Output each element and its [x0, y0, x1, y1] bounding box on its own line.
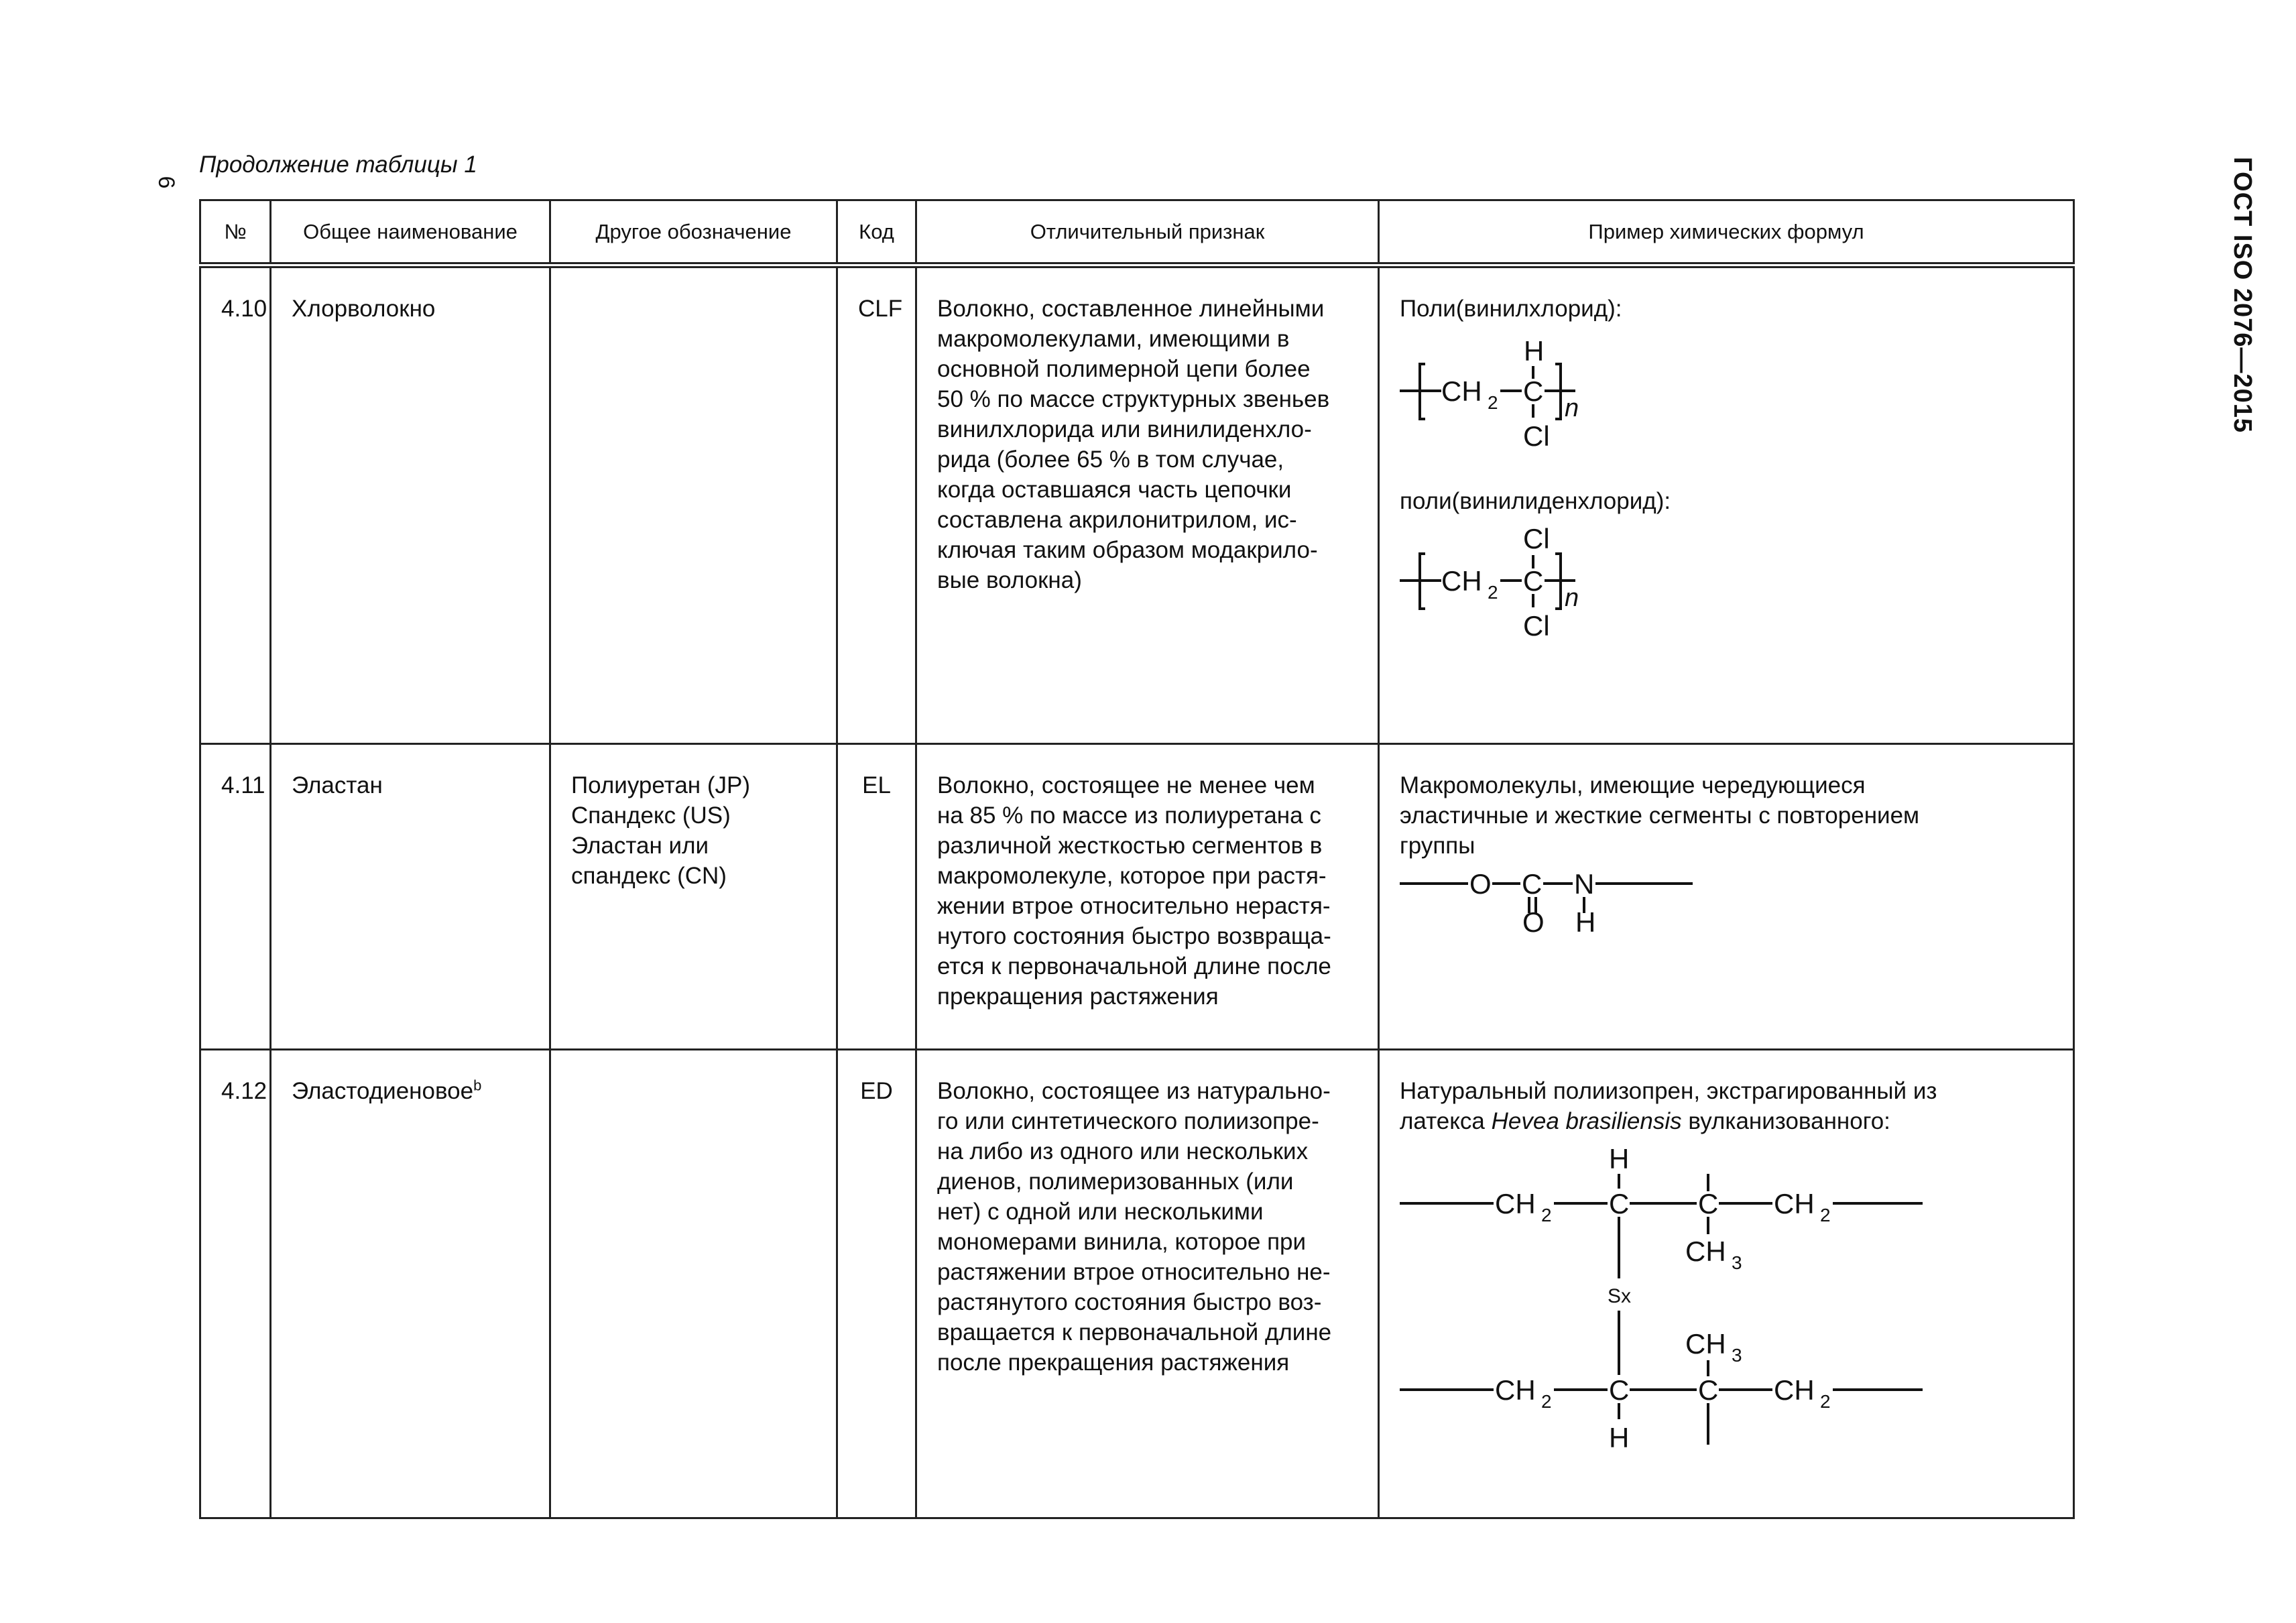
chlorine-bottom-label: Cl [1523, 610, 1550, 642]
species-name: Hevea brasiliensis [1491, 1108, 1682, 1134]
feature-line: вращается к первоначальной длине [937, 1319, 1332, 1345]
subscript-2: 2 [1488, 582, 1498, 603]
feature-line: на 85 % по массе из полиуретана с [937, 802, 1321, 829]
page-number: 6 [154, 176, 179, 189]
feature-line: нутого состояния быстро возвраща- [937, 923, 1331, 949]
ch2-group-label: CH [1495, 1374, 1536, 1406]
feature-line: прекращения растяжения [937, 983, 1219, 1010]
row-name: Эластан [271, 744, 550, 1050]
repeat-index-n: n [1565, 584, 1579, 612]
hydrogen-label: H [1524, 335, 1545, 367]
table-header-row [200, 200, 2074, 265]
feature-line: вые волокна) [937, 567, 1082, 593]
row-name-text: Эластодиеновое [292, 1078, 474, 1104]
table-caption: Продолжение таблицы 1 [199, 152, 477, 178]
feature-line: когда оставшаяся часть цепочки [937, 477, 1292, 503]
feature-line: Волокно, состоящее не менее чем [937, 772, 1315, 798]
feature-line: составлена акрилонитрилом, ис- [937, 507, 1297, 533]
formula-label-pvc: Поли(винилхлорид): [1400, 296, 1622, 322]
chlorine-label: Cl [1523, 420, 1550, 452]
row-other-designation [550, 265, 837, 744]
subscript-2: 2 [1820, 1391, 1831, 1412]
vulcanized-polyisoprene-formula [1400, 1139, 1923, 1474]
ch3-group-label: CH [1685, 1328, 1726, 1360]
carbon-label: C [1522, 868, 1543, 900]
row-feature [916, 744, 1379, 1050]
pvc-structure-formula [1400, 324, 1668, 485]
header-other-designation: Другое обозначение [550, 200, 837, 265]
row-number: 4.10 [200, 265, 271, 744]
feature-line: различной жесткостью сегментов в [937, 833, 1323, 859]
header-common-name: Общее наименование [271, 200, 550, 265]
formula-intro-line [1400, 1106, 2053, 1136]
feature-line: ключая таким образом модакрило- [937, 537, 1318, 563]
document-standard-title: ГОСТ ISO 2076—2015 [2228, 157, 2256, 433]
row-other-designation [550, 744, 837, 1050]
other-designation-line: Полиуретан (JP) [571, 772, 751, 798]
hydrogen-label: H [1609, 1143, 1630, 1175]
ch2-group-label: CH [1441, 565, 1482, 597]
feature-line: 50 % по массе структурных звеньев [937, 386, 1330, 412]
header-chemical-formula-example: Пример химических формул [1379, 200, 2074, 265]
feature-line: винилхлорида или винилиденхло- [937, 416, 1312, 442]
formula-intro-line: Макромолекулы, имеющие чередующиеся [1400, 772, 1866, 798]
feature-line: мономерами винила, которое при [937, 1229, 1307, 1255]
row-name: Хлорволокно [271, 265, 550, 744]
row-formula [1379, 1050, 2074, 1518]
nitrogen-label: N [1574, 868, 1595, 900]
ch2-group-label: CH [1774, 1188, 1815, 1219]
formula-intro-line: группы [1400, 833, 1475, 859]
row-feature [916, 1050, 1379, 1518]
header-code: Код [837, 200, 916, 265]
feature-line: после прекращения растяжения [937, 1349, 1290, 1376]
formula-label-pvdc: поли(винилиденхлорид): [1400, 488, 1671, 514]
header-number: № [200, 200, 271, 265]
subscript-3: 3 [1732, 1252, 1742, 1273]
other-designation-line: Спандекс (US) [571, 802, 731, 829]
hydrogen-label: H [1609, 1422, 1630, 1453]
urethane-group-formula [1400, 861, 1708, 948]
feature-line: на либо из одного или нескольких [937, 1138, 1309, 1164]
row-number: 4.12 [200, 1050, 271, 1518]
row-code: EL [837, 744, 916, 1050]
formula-intro-line: эластичные и жесткие сегменты с повторением [1400, 802, 1920, 829]
carbon-label: C [1523, 565, 1544, 597]
row-code: ED [837, 1050, 916, 1518]
table-row [200, 1050, 2074, 1518]
carbon-label: C [1523, 375, 1544, 407]
subscript-2: 2 [1820, 1205, 1831, 1225]
subscript-2: 2 [1541, 1205, 1552, 1225]
feature-line: макромолекуле, которое при растя- [937, 863, 1327, 889]
feature-line: Волокно, состоящее из натурально- [937, 1078, 1331, 1104]
row-formula [1379, 265, 2074, 744]
row-code: CLF [837, 265, 916, 744]
feature-line: го или синтетического полиизопре- [937, 1108, 1319, 1134]
feature-line: растянутого состояния быстро воз- [937, 1289, 1322, 1315]
carbon-label: C [1609, 1374, 1630, 1406]
other-designation-line: Эластан или [571, 833, 709, 859]
table-row [200, 744, 2074, 1050]
feature-line: Волокно, составленное линейными [937, 296, 1325, 322]
carbon-label: C [1609, 1188, 1630, 1219]
feature-line: макромолекулами, имеющими в [937, 326, 1290, 352]
hydrogen-label: H [1575, 906, 1596, 938]
ch2-group-label: CH [1441, 375, 1482, 407]
carbon-label: C [1698, 1374, 1719, 1406]
feature-line: диенов, полимеризованных (или [937, 1168, 1294, 1195]
row-name [271, 1050, 550, 1518]
sulfur-bridge-label: Sx [1608, 1285, 1632, 1307]
row-formula [1379, 744, 2074, 1050]
ch2-group-label: CH [1495, 1188, 1536, 1219]
feature-line: основной полимерной цепи более [937, 356, 1311, 382]
fiber-table [199, 199, 2075, 1519]
chlorine-top-label: Cl [1523, 523, 1550, 554]
carbon-label: C [1698, 1188, 1719, 1219]
row-feature [916, 265, 1379, 744]
row-number: 4.11 [200, 744, 271, 1050]
footnote-marker: b [473, 1077, 482, 1094]
formula-intro-text: латекса [1400, 1108, 1492, 1134]
oxygen-carbonyl-label: O [1522, 906, 1545, 938]
subscript-2: 2 [1488, 392, 1498, 413]
subscript-2: 2 [1541, 1391, 1552, 1412]
ch3-group-label: CH [1685, 1236, 1726, 1267]
feature-line: ется к первоначальной длине после [937, 953, 1331, 979]
other-designation-line: спандекс (CN) [571, 863, 727, 889]
row-other-designation [550, 1050, 837, 1518]
ch2-group-label: CH [1774, 1374, 1815, 1406]
subscript-3: 3 [1732, 1345, 1742, 1366]
formula-intro-line: Натуральный полиизопрен, экстрагированный из [1400, 1078, 1937, 1104]
feature-line: растяжении втрое относительно не- [937, 1259, 1331, 1285]
header-distinguishing-feature: Отличительный признак [916, 200, 1379, 265]
feature-line: нет) с одной или несколькими [937, 1199, 1264, 1225]
table-row [200, 265, 2074, 744]
formula-intro-text: вулканизованного: [1681, 1108, 1890, 1134]
feature-line: жении втрое относительно нерастя- [937, 893, 1331, 919]
feature-line: рида (более 65 % в том случае, [937, 446, 1284, 473]
pvdc-structure-formula [1400, 516, 1668, 657]
oxygen-label: O [1469, 868, 1492, 900]
repeat-index-n: n [1565, 394, 1579, 422]
